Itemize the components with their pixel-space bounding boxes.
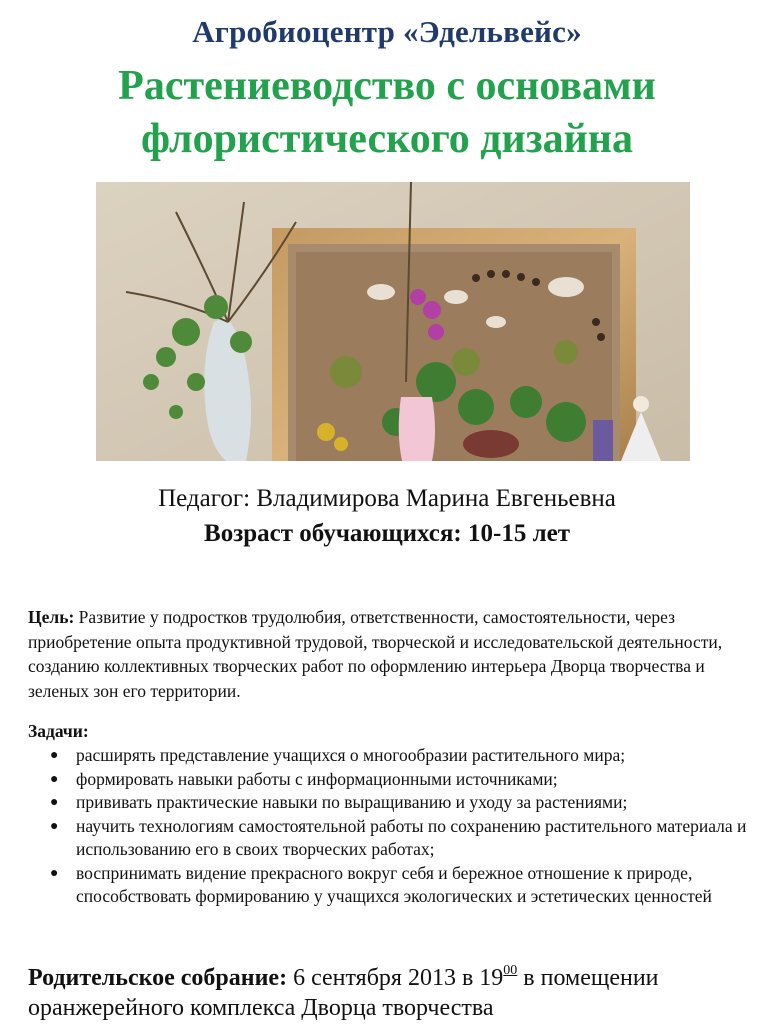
- org-title: Агробиоцентр «Эдельвейс»: [192, 14, 582, 49]
- bullet-icon: ●: [50, 818, 59, 834]
- teacher-line: Педагог: Владимирова Марина Евгеньевна: [158, 485, 616, 512]
- list-item: [28, 744, 748, 768]
- meeting-place: в помещении оранжерейного комплекса Дворца творчества: [28, 965, 659, 1021]
- course-title-line-1: Растениеводство с основами: [118, 63, 656, 109]
- task-text: формировать навыки работы с информационными источниками;: [76, 768, 558, 789]
- meeting-time-minutes: 00: [503, 963, 518, 978]
- course-title-line-2: флористического дизайна: [141, 116, 633, 162]
- goal-paragraph: [28, 605, 748, 703]
- task-text: воспринимать видение прекрасного вокруг себя и бережное отношение к природе, способствовать формированию у учащихся экологических и эстетических ценностей: [76, 862, 712, 906]
- list-item: [28, 768, 748, 792]
- floral-arrangement-photo: [96, 182, 690, 461]
- bullet-icon: ●: [50, 748, 59, 763]
- list-item: [28, 791, 748, 815]
- meeting-date: 6 сентября 2013 в 19: [287, 965, 504, 991]
- parent-meeting: [28, 956, 758, 1023]
- list-item: [28, 862, 748, 909]
- bullet-icon: ●: [50, 865, 59, 881]
- course-title: [0, 60, 774, 166]
- goal-label: Цель:: [28, 607, 75, 627]
- tasks-title: Задачи:: [28, 721, 89, 741]
- age-line: Возраст обучающихся: 10-15 лет: [204, 520, 570, 547]
- list-item: [28, 815, 748, 862]
- meeting-label: Родительское собрание:: [28, 965, 288, 991]
- bullet-icon: ●: [50, 795, 59, 810]
- task-text: прививать практические навыки по выращиванию и уходу за растениями;: [76, 792, 628, 812]
- task-text: научить технологиям самостоятельной работы по сохранению растительного материала и использованию его в своих творческих работах;: [76, 815, 747, 859]
- goal-text: Развитие у подростков трудолюбия, ответственности, самостоятельности, через приобретение опыта продуктивной трудовой, творческой и исследовательской деятельности, созданию коллективных творческих работ по оформлению интерьера Дворца творчества и зеленых зон его территории.: [28, 607, 723, 701]
- task-text: расширять представление учащихся о многообразии растительного мира;: [76, 745, 626, 765]
- tasks-list: [28, 744, 748, 909]
- bullet-icon: ●: [50, 771, 59, 787]
